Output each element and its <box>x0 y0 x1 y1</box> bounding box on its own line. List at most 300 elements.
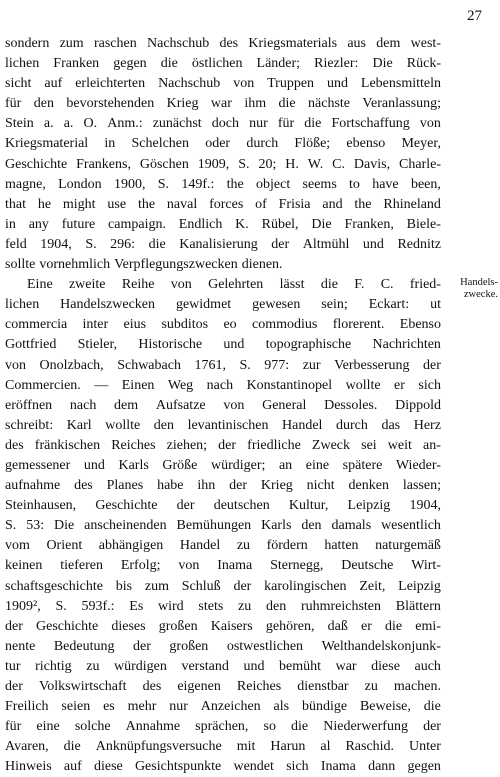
word: Ebenso <box>399 317 441 333</box>
text-line <box>5 436 441 456</box>
word: zum <box>144 578 169 594</box>
word: Geschichte <box>36 618 99 634</box>
word: vom <box>5 538 30 554</box>
word: Reihe <box>121 277 155 293</box>
word: sprächen, <box>195 719 249 735</box>
word: abhängigen <box>98 538 164 554</box>
word: Kaisers <box>210 618 253 634</box>
text-line <box>5 255 441 275</box>
word: des <box>74 478 93 494</box>
word: commodius <box>252 317 318 333</box>
word: solche <box>74 719 111 735</box>
word: zu <box>86 658 100 674</box>
word: Volkswirtschaft <box>38 679 127 694</box>
word: durch <box>246 136 279 152</box>
word: ut <box>430 297 441 313</box>
word: Frisia <box>278 196 311 212</box>
word: Karls <box>118 457 149 473</box>
word: Blättern <box>395 598 441 614</box>
word: ihm <box>244 96 267 112</box>
word: Lebensmitteln <box>360 76 441 92</box>
word: Handel <box>282 417 323 433</box>
word: in <box>104 136 116 152</box>
word: Wieder- <box>395 457 441 473</box>
word: C. <box>380 277 394 293</box>
word: Avaren, <box>5 739 49 755</box>
word: würdiger; <box>210 457 266 473</box>
text-line <box>5 114 441 134</box>
word: Deutsche <box>341 558 394 574</box>
word: hatten <box>324 538 359 554</box>
word: Anknüpfungsversuche <box>95 739 222 755</box>
word: verstand <box>181 658 229 674</box>
word: Raschid. <box>345 739 395 755</box>
word: durch <box>336 417 368 433</box>
word: ziehen; <box>166 437 208 453</box>
word: der <box>218 437 237 453</box>
word: Niederwerfung <box>323 719 408 735</box>
word: topographische <box>265 337 352 353</box>
word: any <box>28 216 49 232</box>
word: — <box>94 377 109 393</box>
word: Karl <box>66 417 92 433</box>
text-line <box>5 195 441 215</box>
word: zur <box>302 357 321 373</box>
word: use <box>107 196 127 212</box>
word: Stein <box>5 116 34 132</box>
text-line <box>5 396 441 416</box>
text-line <box>5 94 441 114</box>
word: in <box>5 216 16 232</box>
word: der <box>5 679 23 694</box>
word: Länder; <box>256 56 301 72</box>
word: ihn <box>197 478 216 494</box>
word: Truppen <box>267 76 315 92</box>
word: Die <box>372 56 393 72</box>
word: of <box>255 196 267 212</box>
word: future <box>61 216 96 232</box>
text-line <box>5 235 441 255</box>
word: Göschen <box>139 156 189 172</box>
word: wird <box>158 598 184 614</box>
word: Sternegg, <box>270 558 324 574</box>
word: nächste <box>308 96 351 112</box>
word: bemüht <box>279 658 322 674</box>
word: C. <box>332 156 345 172</box>
text-line <box>5 54 441 74</box>
word: ostwestlichen <box>226 638 304 654</box>
word: dem <box>376 36 401 51</box>
word: been, <box>410 176 441 192</box>
word: raschen <box>93 36 137 51</box>
word: Gesichtspunkte <box>134 759 222 775</box>
word: sein; <box>321 297 348 313</box>
word: sich <box>418 377 441 393</box>
word: zu <box>364 679 378 694</box>
word: von <box>233 76 255 92</box>
text-line <box>5 215 441 235</box>
word: Davis, <box>353 156 391 172</box>
word: Hinweis <box>5 759 52 775</box>
word: Altmühl <box>302 236 350 252</box>
word: dienstbar <box>297 679 349 694</box>
word: würdigen <box>114 658 167 674</box>
word: zum <box>59 36 84 51</box>
word: bevorstehenden <box>66 96 155 112</box>
word: Franken, <box>344 216 394 232</box>
word: object <box>256 176 291 192</box>
word: nach <box>69 397 97 413</box>
word: S. <box>55 598 67 614</box>
word: Rednitz <box>397 236 441 252</box>
word: keinen <box>5 558 43 574</box>
text-line <box>5 737 441 757</box>
word: Einen <box>121 377 155 393</box>
word: the <box>226 176 244 192</box>
word: Die <box>311 216 332 232</box>
text-line <box>5 335 441 355</box>
word: a. <box>63 116 74 132</box>
word: der <box>271 236 290 252</box>
word: eo <box>223 317 237 333</box>
text-line <box>5 315 441 335</box>
word: Eckart: <box>368 297 410 313</box>
word: erleichterten <box>75 76 146 92</box>
word: Welthandelskonjunk- <box>321 638 441 654</box>
word: fränkischen <box>34 437 101 453</box>
word: dieses <box>111 618 146 634</box>
word: Bedeutung <box>53 638 115 654</box>
word: von <box>5 357 26 373</box>
word: Zeit, <box>359 578 386 594</box>
word: gewesen <box>252 297 301 313</box>
word: nur <box>169 699 188 715</box>
word: ruhmreichsten <box>300 598 382 614</box>
word: Kultur, <box>288 498 329 514</box>
word: 53: <box>26 518 45 534</box>
word: stets <box>198 598 224 614</box>
word: daß <box>327 618 348 634</box>
word: die <box>278 96 296 112</box>
word: ebenso <box>346 136 386 152</box>
word: bis <box>115 578 133 594</box>
word: fried- <box>409 277 441 293</box>
text-line <box>5 556 441 576</box>
word: für <box>5 719 22 735</box>
word: Karls <box>261 518 292 534</box>
word: für <box>5 96 22 112</box>
word: and <box>322 196 343 212</box>
word: des <box>219 36 239 51</box>
word: the <box>354 196 372 212</box>
word: London <box>58 176 102 192</box>
word: Veranlassung; <box>362 96 441 112</box>
word: der <box>5 618 23 634</box>
word: die <box>423 699 441 715</box>
word: eine <box>36 719 60 735</box>
text-line <box>5 456 441 476</box>
word: und <box>362 236 384 252</box>
word: mehr <box>127 699 157 715</box>
word: von <box>170 277 192 293</box>
word: nicht <box>306 478 335 494</box>
word: Bemühungen <box>176 518 252 534</box>
word: oder <box>205 136 231 152</box>
word: wendet <box>233 759 274 775</box>
word: zunächst <box>152 116 202 132</box>
word: Commercien. <box>5 377 81 393</box>
word: Krieg <box>166 96 199 112</box>
word: 1909, <box>197 156 230 172</box>
word: er <box>361 618 372 634</box>
word: sondern <box>5 36 50 51</box>
word: west- <box>410 36 441 51</box>
word: Zweck <box>311 437 351 453</box>
word: aus <box>347 36 366 51</box>
word: Verpflegungszwecken <box>114 257 238 273</box>
word: sei <box>361 437 377 453</box>
word: H. <box>285 156 299 172</box>
word: und <box>243 658 265 674</box>
word: diese <box>371 658 400 674</box>
word: florerent. <box>332 317 385 333</box>
word: so <box>263 719 276 735</box>
page-number: 27 <box>467 8 482 24</box>
word: und <box>83 457 105 473</box>
word: gehören, <box>265 618 315 634</box>
text-line <box>5 677 441 697</box>
word: S. <box>239 357 251 373</box>
word: eine <box>305 457 330 473</box>
word: Verbesserung <box>334 357 410 373</box>
word: Krieg <box>260 478 293 494</box>
word: 296: <box>110 236 136 252</box>
word: von <box>178 558 200 574</box>
word: Meyer, <box>401 136 441 152</box>
word: Leipzig <box>398 578 441 594</box>
text-line <box>5 416 441 436</box>
word: und <box>223 337 245 353</box>
word: Rück- <box>406 56 441 72</box>
word: spätere <box>342 457 383 473</box>
word: richtig <box>35 658 72 674</box>
word: Kanalisierung <box>179 236 258 252</box>
word: nur <box>249 116 268 132</box>
word: Orient <box>46 538 83 554</box>
word: friedliche <box>247 437 301 453</box>
text-line <box>5 637 441 657</box>
text-line <box>5 476 441 496</box>
word: S. <box>238 156 250 172</box>
word: weit <box>387 437 412 453</box>
text-line <box>5 356 441 376</box>
word: bündige <box>301 699 348 715</box>
margin-note <box>452 277 498 301</box>
word: die <box>385 618 403 634</box>
word: schreibt: <box>5 417 54 433</box>
word: Inama <box>217 558 253 574</box>
word: gegen <box>113 56 147 72</box>
word: Konstantinopel <box>246 377 333 393</box>
word: Kriegsmaterial <box>5 136 89 152</box>
word: der <box>176 498 195 514</box>
word: forces <box>209 196 244 212</box>
text-line <box>5 577 441 597</box>
word: Riezler: <box>314 56 359 72</box>
word: Wirt- <box>411 558 441 574</box>
word: Charle- <box>399 156 441 172</box>
word: vornehmlich <box>39 257 111 273</box>
word: Geschichte <box>95 498 158 514</box>
word: habe <box>157 478 184 494</box>
word: gemessener <box>5 457 71 473</box>
word: Weg <box>167 377 194 393</box>
word: Steinhausen, <box>5 498 77 514</box>
word: die <box>148 236 166 252</box>
word: zu <box>236 538 251 554</box>
text-line <box>5 597 441 617</box>
word: Schelchen <box>131 136 190 152</box>
word: Eine <box>27 277 53 293</box>
word: campaign. <box>108 216 166 232</box>
word: sollte <box>5 257 36 273</box>
text-line <box>5 74 441 94</box>
word: den <box>153 417 175 433</box>
word: al <box>320 739 331 755</box>
word: eius <box>123 317 147 333</box>
word: Reiches <box>236 679 282 694</box>
word: der <box>233 578 252 594</box>
word: denken <box>348 478 389 494</box>
word: F. <box>354 277 365 293</box>
word: lichen <box>5 297 40 313</box>
word: 20; <box>258 156 277 172</box>
word: Dippold <box>395 397 441 413</box>
word: have <box>372 176 399 192</box>
word: Nachschub <box>158 76 221 92</box>
word: Größe <box>162 457 198 473</box>
word: General <box>262 397 307 413</box>
word: auch <box>414 658 441 674</box>
text-line <box>5 697 441 717</box>
word: Annahme <box>125 719 181 735</box>
text-line <box>5 155 441 175</box>
word: Harun <box>270 739 306 755</box>
word: das <box>381 417 401 433</box>
word: lässt <box>279 277 305 293</box>
margin-note-line: Handels- <box>460 277 498 288</box>
word: Nachrichten <box>372 337 441 353</box>
word: war <box>335 658 357 674</box>
word: der <box>423 719 441 735</box>
word: S. <box>5 518 17 534</box>
word: 1761, <box>194 357 226 373</box>
word: den <box>33 96 54 112</box>
body-text <box>5 34 441 777</box>
word: wesentlich <box>381 518 441 534</box>
word: Unter <box>409 739 441 755</box>
word: Dessoles. <box>324 397 378 413</box>
word: diese <box>93 759 123 775</box>
word: S. <box>157 176 170 192</box>
word: Rübel, <box>261 216 299 232</box>
word: Onolzbach, <box>39 357 104 373</box>
word: dienen. <box>241 257 283 273</box>
word: Franken <box>53 56 100 72</box>
word: Herz <box>413 417 441 433</box>
word: 977: <box>264 357 290 373</box>
word: großen <box>169 638 209 654</box>
text-line <box>5 134 441 154</box>
word: K. <box>235 216 249 232</box>
word: W. <box>307 156 324 172</box>
word: lichen <box>5 56 40 72</box>
word: inter <box>82 317 109 333</box>
word: fördern <box>266 538 308 554</box>
word: O. <box>83 116 98 132</box>
word: Schwabach <box>117 357 181 373</box>
text-line <box>5 275 441 295</box>
word: machen. <box>393 679 441 694</box>
word: 149f.: <box>181 176 215 192</box>
text-line <box>5 657 441 677</box>
word: he <box>37 196 52 212</box>
word: als <box>273 699 290 715</box>
text-line <box>5 536 441 556</box>
word: 593f.: <box>81 598 115 614</box>
word: für <box>277 116 295 132</box>
word: a. <box>43 116 54 132</box>
word: Planes <box>106 478 144 494</box>
word: die <box>320 277 338 293</box>
text-line <box>5 717 441 737</box>
word: Endlich <box>178 216 223 232</box>
word: karolingischen <box>264 578 347 594</box>
word: Kriegsmaterials <box>248 36 338 51</box>
word: the <box>137 196 156 212</box>
word: feld <box>5 236 27 252</box>
text-line <box>5 175 441 195</box>
word: die <box>304 116 322 132</box>
margin-note-line: zwecke. <box>463 289 498 300</box>
word: gegen <box>407 759 441 775</box>
word: dann <box>368 759 396 775</box>
word: levantinischen <box>187 417 269 433</box>
word: deutschen <box>213 498 270 514</box>
text-line <box>5 757 441 777</box>
word: auf <box>63 759 82 775</box>
word: sicht <box>5 76 32 92</box>
word: auf <box>44 76 63 92</box>
word: might <box>62 196 96 212</box>
word: Erfolg; <box>120 558 161 574</box>
word: 1909², <box>5 598 41 614</box>
word: eigenen <box>177 679 221 694</box>
word: Schluß <box>181 578 221 594</box>
word: der <box>229 478 248 494</box>
word: naval <box>166 196 198 212</box>
word: subditos <box>161 317 209 333</box>
word: die <box>291 719 309 735</box>
word: to <box>349 176 360 192</box>
word: Rhineland <box>383 196 441 212</box>
word: anscheinenden <box>84 518 167 534</box>
word: Biele- <box>406 216 441 232</box>
word: östlichen <box>191 56 243 72</box>
word: es <box>103 699 115 715</box>
word: an- <box>423 437 441 453</box>
word: war <box>210 96 232 112</box>
